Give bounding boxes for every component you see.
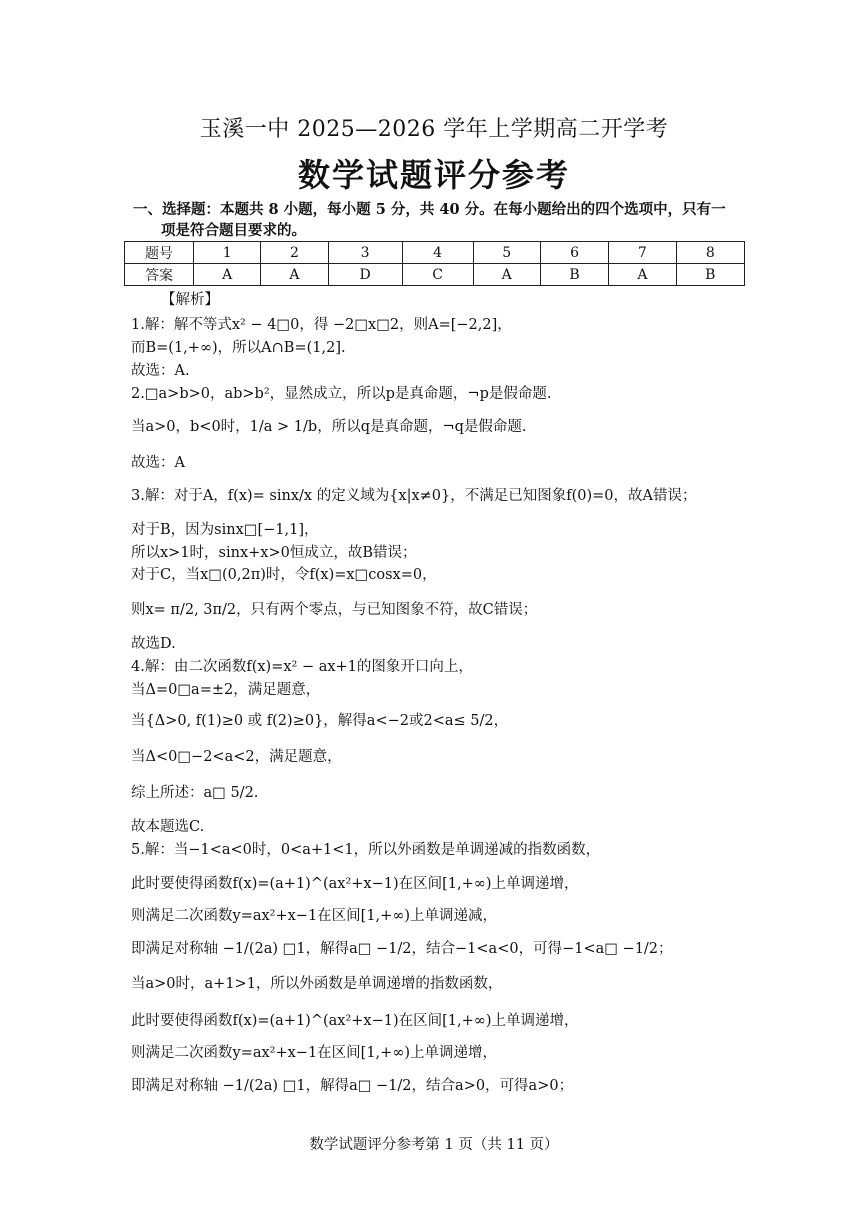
table-cell-answer: A <box>261 264 328 286</box>
table-header-answer: 答案 <box>125 264 194 286</box>
table-cell-number: 6 <box>540 242 608 264</box>
answer-table <box>124 241 745 286</box>
table-cell-answer: B <box>540 264 608 286</box>
section-line-1: 一、选择题：本题共 8 小题，每小题 5 分，共 40 分。在每小题给出的四个选项中，只有一 <box>133 201 726 218</box>
solution-line: 则满足二次函数y=ax²+x−1在区间[1,+∞)上单调递增， <box>131 1045 498 1061</box>
solution-line: 对于B，因为sinx□[−1,1]， <box>131 522 319 538</box>
document-heading: 数学试题评分参考 <box>297 156 570 194</box>
table-cell-answer: A <box>609 264 676 286</box>
table-cell-answer: A <box>473 264 540 286</box>
solution-line: 当Δ=0□a=±2，满足题意， <box>131 682 321 698</box>
solution-line: 故选：A. <box>131 363 190 379</box>
section-instructions <box>133 199 753 241</box>
table-cell-answer: A <box>194 264 261 286</box>
solution-line: 5.解：当−1<a<0时，0<a+1<1，所以外函数是单调递减的指数函数， <box>131 842 601 858</box>
table-cell-answer: D <box>328 264 402 286</box>
solution-line: 当{Δ>0, f(1)≥0 或 f(2)≥0}，解得a<−2或2<a≤ 5/2， <box>131 713 509 729</box>
table-cell-answer: B <box>676 264 744 286</box>
table-cell-number: 8 <box>676 242 744 264</box>
table-cell-number: 7 <box>609 242 676 264</box>
solution-line: 即满足对称轴 −1/(2a) □1，解得a□ −1/2，结合a>0，可得a>0； <box>131 1078 574 1094</box>
solution-line: 综上所述：a□ 5/2. <box>131 785 259 801</box>
solution-line: 当Δ<0□−2<a<2，满足题意， <box>131 749 342 765</box>
solution-line: 所以x>1时，sinx+x>0恒成立，故B错误； <box>131 545 417 561</box>
solution-line: 对于C，当x□(0,2π)时，令f(x)=x□cosx=0， <box>131 567 437 583</box>
table-cell-number: 1 <box>194 242 261 264</box>
solution-line: 即满足对称轴 −1/(2a) □1，解得a□ −1/2，结合−1<a<0，可得−1<a□ −1/2； <box>131 941 673 957</box>
solution-line: 故选：A <box>131 455 185 471</box>
solution-line: 当a>0，b<0时，1/a > 1/b，所以q是真命题，¬q是假命题. <box>131 419 527 435</box>
solution-line: 而B=(1,+∞)，所以A∩B=(1,2]. <box>131 340 346 356</box>
solution-line: 2.□a>b>0，ab>b²，显然成立，所以p是真命题，¬p是假命题. <box>131 386 552 402</box>
solution-line: 故本题选C. <box>131 819 205 835</box>
table-cell-number: 3 <box>328 242 402 264</box>
section-line-2: 项是符合题目要求的。 <box>161 222 306 239</box>
table-cell-number: 4 <box>402 242 473 264</box>
solution-line: 4.解：由二次函数f(x)=x² − ax+1的图象开口向上， <box>131 659 473 675</box>
solution-line: 则满足二次函数y=ax²+x−1在区间[1,+∞)上单调递减， <box>131 908 498 924</box>
table-header-question: 题号 <box>125 242 194 264</box>
table-row-answers <box>125 264 745 286</box>
solution-line: 1.解：解不等式x² − 4□0，得 −2□x□2，则A=[−2,2]， <box>131 317 512 333</box>
page-footer: 数学试题评分参考第 1 页（共 11 页） <box>309 1137 559 1153</box>
analysis-heading: 【解析】 <box>161 292 219 308</box>
table-row-numbers <box>125 242 745 264</box>
solution-line: 此时要使得函数f(x)=(a+1)^(ax²+x−1)在区间[1,+∞)上单调递增， <box>131 1013 579 1029</box>
table-cell-number: 5 <box>473 242 540 264</box>
table-cell-number: 2 <box>261 242 328 264</box>
solution-line: 此时要使得函数f(x)=(a+1)^(ax²+x−1)在区间[1,+∞)上单调递增， <box>131 876 579 892</box>
solution-line: 当a>0时，a+1>1，所以外函数是单调递增的指数函数， <box>131 976 503 992</box>
solution-line: 故选D. <box>131 636 176 652</box>
solution-line: 3.解：对于A，f(x)= sinx/x 的定义域为{x|x≠0}，不满足已知图象f(0)=0，故A错误； <box>131 488 697 504</box>
solution-line: 则x= π/2, 3π/2，只有两个零点，与已知图象不符，故C错误； <box>131 602 538 618</box>
exam-title: 玉溪一中 2025—2026 学年上学期高二开学考 <box>199 117 669 142</box>
table-cell-answer: C <box>402 264 473 286</box>
